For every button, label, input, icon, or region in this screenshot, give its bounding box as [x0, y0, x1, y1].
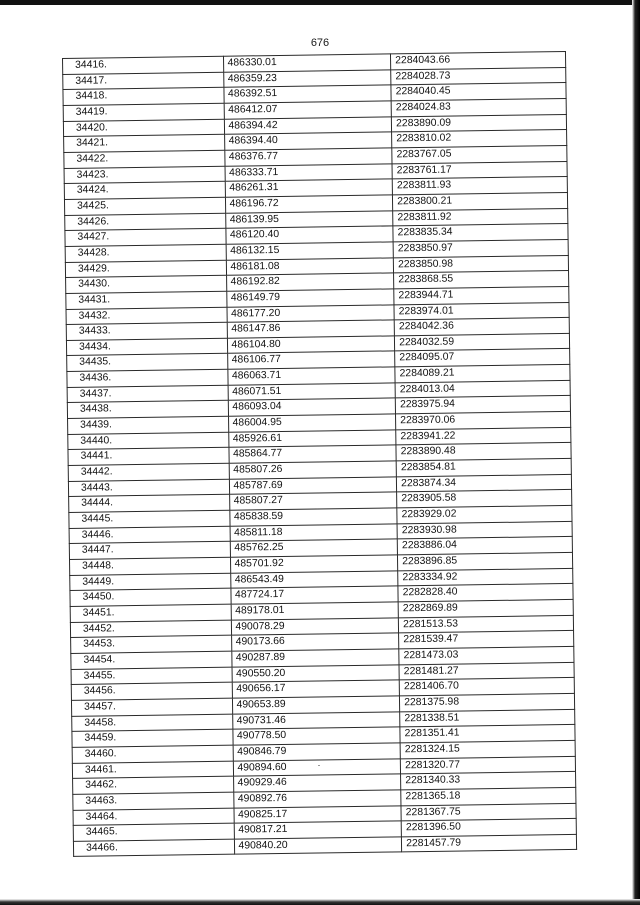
easting-cell: 486120.40 — [225, 226, 393, 244]
northing-cell: 2281365.18 — [401, 787, 576, 805]
point-id-cell: 34416. — [63, 56, 224, 74]
easting-cell: 486543.49 — [230, 571, 398, 589]
northing-cell: 2283835.34 — [393, 224, 568, 242]
easting-cell: 485838.59 — [229, 508, 397, 526]
easting-cell: 486412.07 — [224, 101, 392, 119]
northing-cell: 2283811.92 — [393, 208, 568, 226]
point-id-cell: 34423. — [64, 166, 225, 184]
easting-cell: 486004.95 — [228, 414, 396, 432]
point-id-cell: 34465. — [73, 823, 234, 841]
northing-cell: 2284040.45 — [391, 83, 566, 101]
point-id-cell: 34425. — [64, 197, 225, 215]
easting-cell: 486261.31 — [225, 179, 393, 197]
easting-cell: 486394.42 — [224, 117, 392, 135]
point-id-cell: 34438. — [67, 401, 228, 419]
northing-cell: 2284043.66 — [391, 51, 566, 69]
point-id-cell: 34433. — [66, 322, 227, 340]
coordinate-table-wrapper — [62, 51, 581, 857]
scan-speck — [318, 765, 320, 766]
easting-cell: 490929.46 — [233, 774, 401, 792]
point-id-cell: 34453. — [71, 635, 232, 653]
easting-cell: 490817.21 — [234, 821, 402, 839]
easting-cell: 490840.20 — [234, 837, 402, 855]
northing-cell: 2283890.09 — [392, 114, 567, 132]
point-id-cell: 34464. — [73, 808, 234, 826]
easting-cell: 487724.17 — [230, 586, 398, 604]
coordinate-table — [62, 51, 577, 857]
northing-cell: 2281396.50 — [401, 819, 576, 837]
point-id-cell: 34432. — [66, 307, 227, 325]
point-id-cell: 34455. — [71, 667, 232, 685]
point-id-cell: 34447. — [69, 542, 230, 560]
easting-cell: 485701.92 — [230, 555, 398, 573]
easting-cell: 486149.79 — [226, 289, 394, 307]
northing-cell: 2284042.36 — [394, 318, 569, 336]
easting-cell: 490731.46 — [232, 711, 400, 729]
coordinate-table-body — [63, 51, 577, 856]
point-id-cell: 34430. — [66, 275, 227, 293]
northing-cell: 2281320.77 — [400, 756, 575, 774]
easting-cell: 486071.51 — [228, 383, 396, 401]
point-id-cell: 34463. — [73, 792, 234, 810]
point-id-cell: 34446. — [69, 526, 230, 544]
scan-edge-right — [632, 0, 640, 905]
point-id-cell: 34440. — [68, 432, 229, 450]
point-id-cell: 34429. — [65, 260, 226, 278]
point-id-cell: 34460. — [72, 745, 233, 763]
point-id-cell: 34457. — [71, 698, 232, 716]
northing-cell: 2281513.53 — [399, 615, 574, 633]
easting-cell: 486359.23 — [223, 70, 391, 88]
point-id-cell: 34439. — [68, 416, 229, 434]
northing-cell: 2281340.33 — [401, 772, 576, 790]
point-id-cell: 34427. — [65, 228, 226, 246]
northing-cell: 2284028.73 — [391, 67, 566, 85]
page-number: 676 — [310, 37, 330, 49]
point-id-cell: 34417. — [63, 72, 224, 90]
point-id-cell: 34441. — [68, 448, 229, 466]
easting-cell: 490892.76 — [233, 790, 401, 808]
point-id-cell: 34450. — [70, 589, 231, 607]
northing-cell: 2281481.27 — [399, 662, 574, 680]
northing-cell: 2281406.70 — [399, 678, 574, 696]
point-id-cell: 34449. — [70, 573, 231, 591]
point-id-cell: 34437. — [67, 385, 228, 403]
easting-cell: 489178.01 — [231, 602, 399, 620]
easting-cell: 486376.77 — [224, 148, 392, 166]
point-id-cell: 34451. — [70, 604, 231, 622]
point-id-cell: 34459. — [72, 729, 233, 747]
easting-cell: 490846.79 — [233, 743, 401, 761]
easting-cell: 486063.71 — [227, 367, 395, 385]
northing-cell: 2283905.58 — [397, 490, 572, 508]
northing-cell: 2283850.97 — [393, 239, 568, 257]
northing-cell: 2283811.93 — [392, 177, 567, 195]
point-id-cell: 34456. — [71, 682, 232, 700]
point-id-cell: 34452. — [70, 620, 231, 638]
easting-cell: 486139.95 — [225, 210, 393, 228]
point-id-cell: 34422. — [64, 150, 225, 168]
easting-cell: 490550.20 — [232, 664, 400, 682]
easting-cell: 486177.20 — [226, 304, 394, 322]
northing-cell: 2281338.51 — [400, 709, 575, 727]
northing-cell: 2283929.02 — [397, 505, 572, 523]
northing-cell: 2283874.34 — [397, 474, 572, 492]
easting-cell: 486394.40 — [224, 132, 392, 150]
point-id-cell: 34434. — [66, 338, 227, 356]
point-id-cell: 34424. — [64, 181, 225, 199]
point-id-cell: 34466. — [73, 839, 234, 857]
northing-cell: 2283974.01 — [394, 302, 569, 320]
point-id-cell: 34445. — [69, 510, 230, 528]
northing-cell: 2284013.04 — [395, 380, 570, 398]
easting-cell: 485787.69 — [229, 477, 397, 495]
easting-cell: 485864.77 — [228, 445, 396, 463]
easting-cell: 490656.17 — [232, 680, 400, 698]
northing-cell: 2283975.94 — [395, 396, 570, 414]
northing-cell: 2281367.75 — [401, 803, 576, 821]
point-id-cell: 34420. — [63, 119, 224, 137]
point-id-cell: 34461. — [72, 761, 233, 779]
northing-cell: 2281351.41 — [400, 725, 575, 743]
easting-cell: 486104.80 — [227, 336, 395, 354]
point-id-cell: 34419. — [63, 103, 224, 121]
point-id-cell: 34462. — [73, 776, 234, 794]
easting-cell: 490653.89 — [232, 696, 400, 714]
point-id-cell: 34435. — [67, 354, 228, 372]
easting-cell: 486132.15 — [226, 242, 394, 260]
northing-cell: 2283868.55 — [394, 271, 569, 289]
northing-cell: 2283930.98 — [397, 521, 572, 539]
point-id-cell: 34418. — [63, 88, 224, 106]
point-id-cell: 34426. — [65, 213, 226, 231]
easting-cell: 486093.04 — [228, 398, 396, 416]
point-id-cell: 34448. — [70, 557, 231, 575]
easting-cell: 486181.08 — [226, 257, 394, 275]
easting-cell: 486392.51 — [223, 85, 391, 103]
northing-cell: 2281473.03 — [399, 646, 574, 664]
northing-cell: 2282828.40 — [398, 584, 573, 602]
easting-cell: 486333.71 — [225, 163, 393, 181]
northing-cell: 2284095.07 — [395, 349, 570, 367]
northing-cell: 2283850.98 — [393, 255, 568, 273]
northing-cell: 2281375.98 — [400, 693, 575, 711]
northing-cell: 2283970.06 — [396, 412, 571, 430]
northing-cell: 2281539.47 — [399, 631, 574, 649]
point-id-cell: 34431. — [66, 291, 227, 309]
easting-cell: 490825.17 — [233, 805, 401, 823]
easting-cell: 485926.61 — [228, 430, 396, 448]
easting-cell: 486330.01 — [223, 54, 391, 72]
point-id-cell: 34442. — [68, 463, 229, 481]
northing-cell: 2283810.02 — [392, 130, 567, 148]
northing-cell: 2282869.89 — [398, 599, 573, 617]
northing-cell: 2283761.17 — [392, 161, 567, 179]
scan-edge-bottom — [0, 899, 640, 905]
easting-cell: 490894.60 — [233, 758, 401, 776]
northing-cell: 2283767.05 — [392, 145, 567, 163]
scan-edge-top — [0, 0, 640, 5]
northing-cell: 2283854.81 — [396, 458, 571, 476]
easting-cell: 485807.26 — [229, 461, 397, 479]
easting-cell: 485762.25 — [230, 539, 398, 557]
easting-cell: 486192.82 — [226, 273, 394, 291]
northing-cell: 2283886.04 — [397, 537, 572, 555]
easting-cell: 490078.29 — [231, 617, 399, 635]
point-id-cell: 34421. — [64, 135, 225, 153]
point-id-cell: 34458. — [72, 714, 233, 732]
northing-cell: 2283890.48 — [396, 443, 571, 461]
northing-cell: 2281324.15 — [400, 740, 575, 758]
point-id-cell: 34444. — [69, 495, 230, 513]
northing-cell: 2284024.83 — [391, 98, 566, 116]
northing-cell: 2283896.85 — [398, 552, 573, 570]
easting-cell: 486106.77 — [227, 351, 395, 369]
easting-cell: 490287.89 — [231, 649, 399, 667]
northing-cell: 2281457.79 — [402, 834, 577, 852]
northing-cell: 2283944.71 — [394, 286, 569, 304]
easting-cell: 485807.27 — [229, 492, 397, 510]
point-id-cell: 34443. — [68, 479, 229, 497]
northing-cell: 2283800.21 — [393, 192, 568, 210]
northing-cell: 2284032.59 — [395, 333, 570, 351]
easting-cell: 486196.72 — [225, 195, 393, 213]
easting-cell: 486147.86 — [227, 320, 395, 338]
northing-cell: 2283334.92 — [398, 568, 573, 586]
point-id-cell: 34436. — [67, 369, 228, 387]
northing-cell: 2283941.22 — [396, 427, 571, 445]
easting-cell: 485811.18 — [230, 524, 398, 542]
point-id-cell: 34428. — [65, 244, 226, 262]
easting-cell: 490173.66 — [231, 633, 399, 651]
northing-cell: 2284089.21 — [395, 365, 570, 383]
easting-cell: 490778.50 — [232, 727, 400, 745]
point-id-cell: 34454. — [71, 651, 232, 669]
